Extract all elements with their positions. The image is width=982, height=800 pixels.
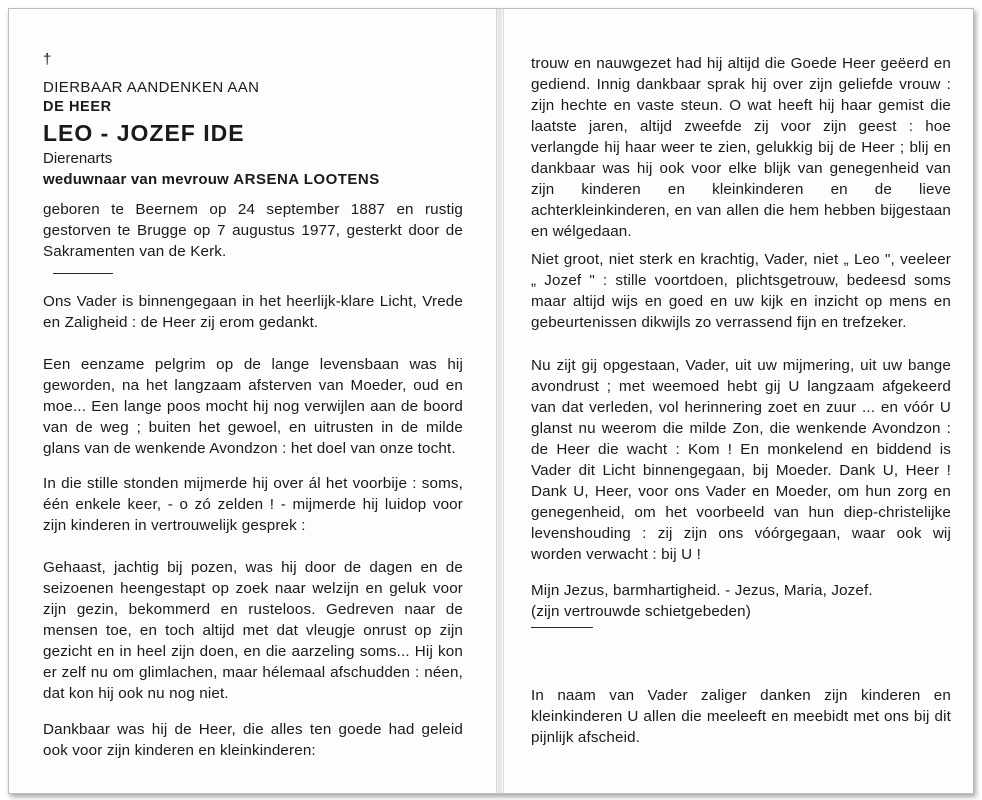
paragraph: In die stille stonden mijmerde hij over ál het voorbije : soms, één enkele keer, - o zó zelden ! - mijmerde hij luidop voor zijn kinderen in vertrouwelijk gesprek : (43, 475, 463, 534)
widower-prefix: weduwnaar van mevrouw (43, 171, 229, 188)
widower-line (43, 171, 380, 188)
divider (531, 627, 593, 628)
paragraph: trouw en nauwgezet had hij altijd die Goede Heer geëerd en gediend. Innig dankbaar sprak hij over zijn geliefde vrouw : zijn hechte en vaste steun. O wat heeft hij haar gemist die laatste jaren, altijd zweefde zij voor zijn geest : hoe verlangde hij haar weer te zien, gelukkig bij de Heer ; blij en dankbaar was hij ook voor elke blijk van genegenheid van zijn kinderen en kleinkinderen en de lieve achterkleinkinderen, en van allen die hem hebben bijgestaan en wélgedaan. (531, 55, 951, 240)
cross-symbol: † (43, 51, 52, 68)
profession: Dierenarts (43, 150, 113, 167)
spouse-name: ARSENA LOOTENS (233, 171, 380, 188)
intro-heading: DIERBAAR AANDENKEN AAN (43, 79, 260, 96)
left-page (43, 9, 463, 793)
memorial-card (8, 8, 974, 794)
paragraph: Niet groot, niet sterk en krachtig, Vader, niet „ Leo ", veeleer „ Jozef " : stille voortdoen, plichtsgetrouw, bedeesd soms maar altijd wijs en goed en uw kijk en inzicht op mens en gebeurtenissen dikwijls zo verrassend fijn en trefzeker. (531, 251, 951, 331)
paragraph: Ons Vader is binnengegaan in het heerlijk-klare Licht, Vrede en Zaligheid : de Heer zij erom gedankt. (43, 293, 463, 331)
right-page (531, 9, 951, 793)
paragraph: Dankbaar was hij de Heer, die alles ten goede had geleid ook voor zijn kinderen en kleinkinderen: (43, 721, 463, 759)
paragraph: Een eenzame pelgrim op de lange levensbaan was hij geworden, na het langzaam afsterven van Moeder, oud en moe... Een lange poos mocht hij nog verwijlen aan de boord van de weg ; buiten het gewoel, en uitrusten in de milde glans van de wenkende Avondzon : het doel van onze tocht. (43, 356, 463, 457)
prayer: Mijn Jezus, barmhartigheid. - Jezus, Maria, Jozef. (531, 582, 873, 599)
prayer-note: (zijn vertrouwde schietgebeden) (531, 603, 751, 620)
paragraph: Nu zijt gij opgestaan, Vader, uit uw mijmering, uit uw bange avondrust ; met weemoed hebt gij U langzaam afgekeerd van dat verleden, vol herinnering zoet en zuur ... en vóór U glanst nu weerom die milde Zon, die wenkende Avondzon : de Heer die wacht : Kom ! En monkelend en biddend is Vader dit Licht binnengegaan, bij Moeder. Dank U, Heer ! Dank U, Heer, voor ons Vader en Moeder, om hun zorg en genegenheid, om het voorbeeld van hun diep-christelijke levenshouding : zij zijn ons vóórgegaan, waar ook wij worden verwacht : bij U ! (531, 357, 951, 563)
divider (53, 273, 113, 274)
card-fold (496, 9, 504, 793)
deceased-name: LEO - JOZEF IDE (43, 120, 245, 146)
birth-death-text: geboren te Beernem op 24 september 1887 en rustig gestorven te Brugge op 7 augustus 1977, gesterkt door de Sakramenten van de Kerk. (43, 201, 463, 260)
honorific: DE HEER (43, 99, 112, 115)
paragraph: Gehaast, jachtig bij pozen, was hij door de dagen en de seizoenen heengestapt op zoek naar welzijn en geluk voor zijn gezin, bekommerd en rusteloos. Gedreven naar de mensen toe, en toch altijd met dat vleugje onrust op zijn gezicht en in heel zijn doen, en die aarzeling soms... Hij kon er zelf nu om glimlachen, maar hélemaal afschudden : néen, dat kon hij ook nu nog niet. (43, 559, 463, 702)
thanks-text: In naam van Vader zaliger danken zijn kinderen en kleinkinderen U allen die meeleeft en meebidt met ons bij dit pijnlijk afscheid. (531, 687, 951, 746)
